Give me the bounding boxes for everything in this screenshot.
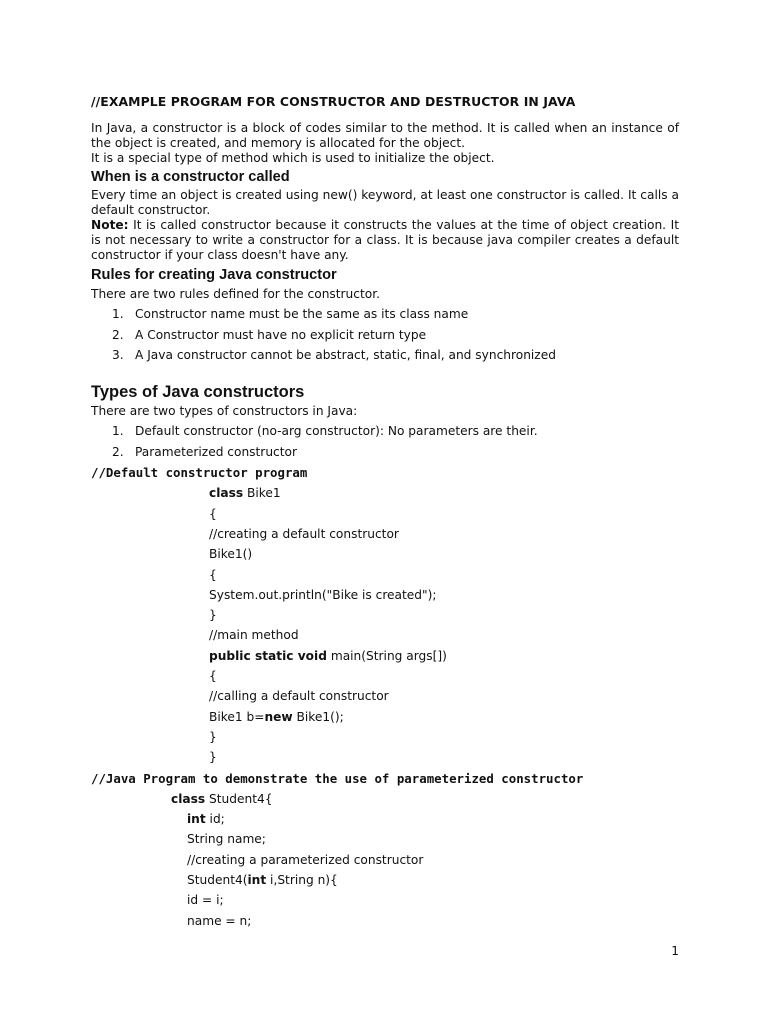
page-number: 1	[671, 944, 679, 958]
code-line	[171, 792, 273, 807]
default-program-heading: //Default constructor program	[91, 465, 308, 480]
code-line: name = n;	[187, 914, 252, 928]
code-line	[187, 812, 225, 827]
code-line	[209, 486, 281, 501]
code-text: Student4{	[205, 792, 273, 806]
code-line: {	[209, 669, 217, 683]
intro-paragraph-1: In Java, a constructor is a block of codes similar to the method. It is called when an instance of the object is created, and memory is allocated for the object.	[91, 121, 679, 150]
keyword: new	[264, 710, 293, 724]
code-text: Bike1	[243, 486, 281, 500]
keyword: class	[209, 486, 244, 500]
code-text: id;	[205, 812, 225, 826]
code-line	[209, 710, 344, 725]
rule-item: Constructor name must be the same as its class name	[135, 307, 469, 321]
note-label: Note:	[91, 218, 129, 232]
types-heading: Types of Java constructors	[91, 383, 305, 401]
param-program-heading: //Java Program to demonstrate the use of parameterized constructor	[91, 771, 584, 786]
keyword: class	[171, 792, 206, 806]
type-item: Default constructor (no-arg constructor): No parameters are their.	[135, 424, 538, 438]
code-line: //creating a default constructor	[209, 527, 399, 541]
types-intro: There are two types of constructors in Java:	[91, 404, 358, 418]
code-line: System.out.println("Bike is created");	[209, 588, 437, 602]
code-line	[187, 873, 338, 888]
code-text: main(String args[])	[326, 649, 447, 663]
rule-number: 2.	[112, 328, 124, 342]
rule-number: 3.	[112, 348, 124, 362]
code-text: Bike1 b=	[209, 710, 265, 724]
when-section	[91, 188, 679, 263]
document-title: //EXAMPLE PROGRAM FOR CONSTRUCTOR AND DESTRUCTOR IN JAVA	[91, 94, 576, 109]
type-number: 1.	[112, 424, 124, 438]
rule-number: 1.	[112, 307, 124, 321]
code-text: i,String n){	[266, 873, 338, 887]
code-line: //calling a default constructor	[209, 689, 389, 703]
rule-item: A Constructor must have no explicit return type	[135, 328, 427, 342]
code-line: }	[209, 608, 217, 622]
type-number: 2.	[112, 445, 124, 459]
code-line: Bike1()	[209, 547, 253, 561]
intro-section	[91, 121, 679, 166]
code-line: {	[209, 507, 217, 521]
code-text: Student4(	[187, 873, 248, 887]
code-line	[209, 649, 447, 664]
code-line: {	[209, 568, 217, 582]
rules-heading: Rules for creating Java constructor	[91, 267, 337, 283]
keyword: int	[247, 873, 267, 887]
code-line: //creating a parameterized constructor	[187, 853, 424, 867]
code-line: String name;	[187, 832, 266, 846]
keyword: public static void	[209, 649, 327, 663]
keyword: int	[187, 812, 206, 826]
rule-item: A Java constructor cannot be abstract, static, final, and synchronized	[135, 348, 556, 362]
type-item: Parameterized constructor	[135, 445, 297, 459]
rules-intro: There are two rules defined for the constructor.	[91, 287, 380, 301]
code-line: id = i;	[187, 893, 224, 907]
when-heading: When is a constructor called	[91, 169, 290, 185]
intro-paragraph-2: It is a special type of method which is used to initialize the object.	[91, 151, 495, 165]
code-text: Bike1();	[292, 710, 344, 724]
note-paragraph	[91, 218, 679, 263]
code-line: }	[209, 730, 217, 744]
note-text: It is called constructor because it constructs the values at the time of object creation. It is not necessary to write a constructor for a class. It is because java compiler creates a default constructor if your class doesn't have any.	[91, 218, 679, 262]
when-paragraph: Every time an object is created using new() keyword, at least one constructor is called. It calls a default constructor.	[91, 188, 679, 217]
code-line: }	[209, 750, 217, 764]
code-line: //main method	[209, 628, 299, 642]
